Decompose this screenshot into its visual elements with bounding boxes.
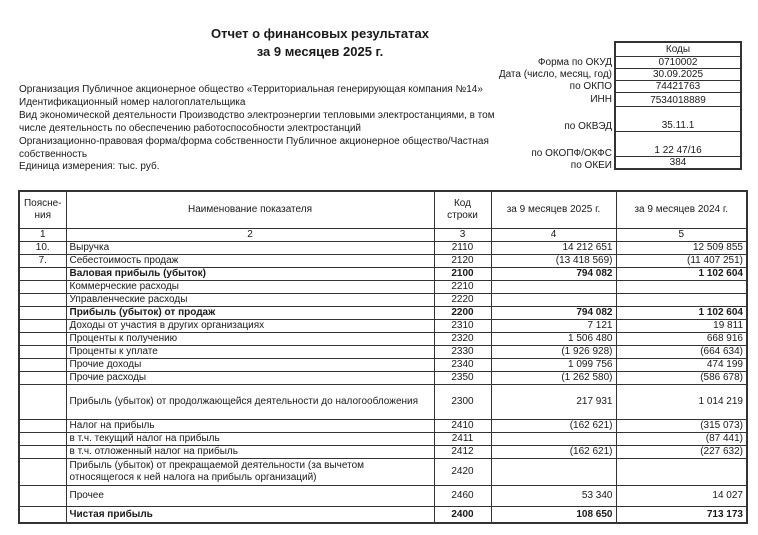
row-note <box>19 268 66 281</box>
report-title: Отчет о финансовых результатах <box>211 26 429 41</box>
table-row <box>19 507 747 524</box>
row-note <box>19 433 66 446</box>
activity-line-2: числе деятельность по обеспечению работоспособности электростанций <box>19 123 362 134</box>
row-value-current: 1 506 480 <box>491 333 616 346</box>
row-name: Проценты к уплате <box>66 346 434 359</box>
col-header-current: за 9 месяцев 2025 г. <box>491 191 616 229</box>
row-code: 2120 <box>434 255 491 268</box>
row-code: 2400 <box>434 507 491 524</box>
row-name: в т.ч. текущий налог на прибыль <box>66 433 434 446</box>
inn-value: 7534018889 <box>615 92 741 106</box>
row-name: Валовая прибыль (убыток) <box>66 268 434 281</box>
row-value-previous: (586 678) <box>616 372 747 385</box>
row-note <box>19 294 66 307</box>
row-code: 2110 <box>434 242 491 255</box>
table-row <box>19 372 747 385</box>
table-row <box>19 433 747 446</box>
row-code: 2210 <box>434 281 491 294</box>
organization: Организация Публичное акционерное общество «Территориальная генерирующая компания №14» <box>19 84 483 95</box>
legal-form-line-1: Организационно-правовая форма/форма собственности Публичное акционерное общество/Частная <box>19 136 489 147</box>
table-row <box>19 333 747 346</box>
row-value-current: 53 340 <box>491 486 616 507</box>
row-note <box>19 446 66 459</box>
row-code: 2340 <box>434 359 491 372</box>
row-name: Прибыль (убыток) от прекращаемой деятельности (за вычетом относящегося к ней налога на прибыль организаций) <box>66 459 434 486</box>
row-value-current: 794 082 <box>491 307 616 320</box>
row-code: 2200 <box>434 307 491 320</box>
codes-table <box>614 41 742 170</box>
col-number: 5 <box>616 229 747 242</box>
row-value-current: 7 121 <box>491 320 616 333</box>
date-label: Дата (число, месяц, год) <box>498 69 612 80</box>
okved-label: по ОКВЭД <box>564 121 612 132</box>
row-name: Проценты к получению <box>66 333 434 346</box>
row-value-previous: 12 509 855 <box>616 242 747 255</box>
col-number: 1 <box>19 229 66 242</box>
row-value-previous <box>616 459 747 486</box>
row-note <box>19 385 66 420</box>
row-code: 2411 <box>434 433 491 446</box>
row-note <box>19 320 66 333</box>
row-name: Управленческие расходы <box>66 294 434 307</box>
row-value-previous <box>616 281 747 294</box>
row-value-current: 217 931 <box>491 385 616 420</box>
row-value-previous: (87 441) <box>616 433 747 446</box>
okpo-value: 74421763 <box>615 80 741 92</box>
row-value-previous: 1 102 604 <box>616 268 747 281</box>
row-name: Прочее <box>66 486 434 507</box>
col-number: 2 <box>66 229 434 242</box>
row-value-previous <box>616 294 747 307</box>
row-value-previous: 1 102 604 <box>616 307 747 320</box>
row-code: 2320 <box>434 333 491 346</box>
row-name: Доходы от участия в других организациях <box>66 320 434 333</box>
row-note <box>19 307 66 320</box>
inn-label: Идентификационный номер налогоплательщика <box>19 97 246 108</box>
row-value-previous: (664 634) <box>616 346 747 359</box>
row-value-previous: 14 027 <box>616 486 747 507</box>
okopf-label: по ОКОПФ/ОКФС <box>531 148 612 159</box>
row-name: Налог на прибыль <box>66 420 434 433</box>
row-code: 2310 <box>434 320 491 333</box>
unit: Единица измерения: тыс. руб. <box>19 161 160 172</box>
table-header-row <box>19 191 747 229</box>
row-note <box>19 420 66 433</box>
table-row <box>19 459 747 486</box>
table-row <box>19 281 747 294</box>
row-value-previous: (227 632) <box>616 446 747 459</box>
row-value-current: (1 262 580) <box>491 372 616 385</box>
row-value-previous: (11 407 251) <box>616 255 747 268</box>
table-row <box>19 242 747 255</box>
row-value-previous: 668 916 <box>616 333 747 346</box>
table-row <box>19 294 747 307</box>
okud-value: 0710002 <box>615 56 741 68</box>
row-name: в т.ч. отложенный налог на прибыль <box>66 446 434 459</box>
row-name: Выручка <box>66 242 434 255</box>
col-number: 4 <box>491 229 616 242</box>
legal-form-line-2: собственность <box>19 149 88 160</box>
row-value-current: (162 621) <box>491 446 616 459</box>
financial-results-table <box>18 190 748 524</box>
row-value-current: (13 418 569) <box>491 255 616 268</box>
col-header-notes: Поясне-ния <box>19 191 66 229</box>
okopf-value: 1 22 47/16 <box>615 131 741 156</box>
row-code: 2220 <box>434 294 491 307</box>
row-note <box>19 486 66 507</box>
row-note <box>19 459 66 486</box>
row-code: 2410 <box>434 420 491 433</box>
row-name: Прочие расходы <box>66 372 434 385</box>
okud-label: Форма по ОКУД <box>537 57 612 68</box>
row-code: 2300 <box>434 385 491 420</box>
table-row <box>19 486 747 507</box>
codes-header: Коды <box>615 42 741 56</box>
row-code: 2350 <box>434 372 491 385</box>
okei-value: 384 <box>615 156 741 169</box>
row-value-previous: 19 811 <box>616 320 747 333</box>
row-value-current: (1 926 928) <box>491 346 616 359</box>
row-value-previous: 713 173 <box>616 507 747 524</box>
row-note <box>19 372 66 385</box>
row-name: Прочие доходы <box>66 359 434 372</box>
report-period: за 9 месяцев 2025 г. <box>256 44 384 59</box>
col-header-code: Код строки <box>434 191 491 229</box>
row-note: 7. <box>19 255 66 268</box>
table-row <box>19 420 747 433</box>
row-note <box>19 281 66 294</box>
activity-line-1: Вид экономической деятельности Производство электроэнергии тепловыми электростанциями, в том <box>19 110 495 121</box>
row-value-current: (162 621) <box>491 420 616 433</box>
row-note <box>19 507 66 524</box>
table-row <box>19 268 747 281</box>
okei-label: по ОКЕИ <box>570 160 612 171</box>
row-value-previous: 474 199 <box>616 359 747 372</box>
table-row <box>19 307 747 320</box>
row-value-current <box>491 433 616 446</box>
row-name: Себестоимость продаж <box>66 255 434 268</box>
table-row <box>19 320 747 333</box>
row-value-current: 14 212 651 <box>491 242 616 255</box>
table-row <box>19 255 747 268</box>
row-value-current: 794 082 <box>491 268 616 281</box>
row-value-current: 1 099 756 <box>491 359 616 372</box>
row-value-current <box>491 459 616 486</box>
row-value-previous: 1 014 219 <box>616 385 747 420</box>
col-header-previous: за 9 месяцев 2024 г. <box>616 191 747 229</box>
row-name: Коммерческие расходы <box>66 281 434 294</box>
date-value: 30.09.2025 <box>615 68 741 80</box>
okpo-label: по ОКПО <box>569 81 612 92</box>
okved-value: 35.11.1 <box>615 106 741 131</box>
inn-code-label: ИНН <box>590 94 612 105</box>
row-code: 2100 <box>434 268 491 281</box>
col-number: 3 <box>434 229 491 242</box>
row-note <box>19 346 66 359</box>
row-code: 2412 <box>434 446 491 459</box>
col-header-name: Наименование показателя <box>66 191 434 229</box>
row-name: Прибыль (убыток) от продаж <box>66 307 434 320</box>
row-note <box>19 359 66 372</box>
row-code: 2420 <box>434 459 491 486</box>
table-row <box>19 359 747 372</box>
table-row <box>19 385 747 420</box>
row-name: Чистая прибыль <box>66 507 434 524</box>
row-value-current <box>491 294 616 307</box>
row-value-current <box>491 281 616 294</box>
row-value-current: 108 650 <box>491 507 616 524</box>
row-note: 10. <box>19 242 66 255</box>
table-row <box>19 446 747 459</box>
row-code: 2460 <box>434 486 491 507</box>
row-code: 2330 <box>434 346 491 359</box>
row-name: Прибыль (убыток) от продолжающейся деятельности до налогообложения <box>66 385 434 420</box>
row-note <box>19 333 66 346</box>
row-value-previous: (315 073) <box>616 420 747 433</box>
column-number-row <box>19 229 747 242</box>
table-row <box>19 346 747 359</box>
